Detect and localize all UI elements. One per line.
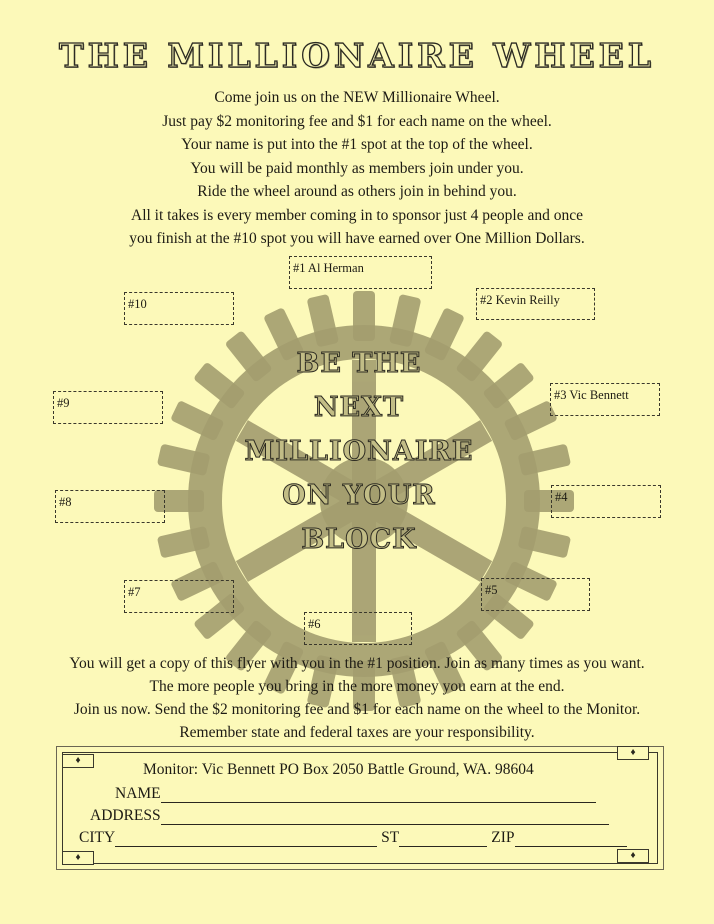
slogan-line: BLOCK — [301, 524, 417, 555]
address-label: ADDRESS — [90, 807, 161, 824]
wheel-slot-10[interactable]: #10 — [124, 292, 234, 325]
city-row — [79, 829, 627, 847]
wheel-slot-1[interactable]: #1 Al Herman — [289, 256, 432, 289]
corner-ornament-icon: ♦ — [617, 746, 649, 760]
name-field[interactable] — [161, 788, 596, 803]
corner-ornament-icon: ♦ — [62, 851, 94, 865]
intro-line: you finish at the #10 spot you will have earned over One Million Dollars. — [129, 230, 585, 247]
city-field[interactable] — [115, 832, 377, 847]
name-row — [115, 785, 596, 803]
st-label: ST — [381, 829, 400, 846]
intro-line: Your name is put into the #1 spot at the top of the wheel. — [181, 136, 533, 153]
slogan-line: NEXT — [313, 392, 405, 423]
wheel-slot-2[interactable]: #2 Kevin Reilly — [476, 288, 595, 320]
wheel-slot-7[interactable]: #7 — [124, 580, 234, 613]
zip-label: ZIP — [491, 829, 515, 846]
address-field[interactable] — [161, 810, 609, 825]
name-label: NAME — [115, 785, 161, 802]
intro-line: Just pay $2 monitoring fee and $1 for each name on the wheel. — [162, 112, 552, 130]
outro-line: You will get a copy of this flyer with you in the #1 position. Join as many times as you want. — [69, 655, 645, 672]
outro-line: Remember state and federal taxes are your responsibility. — [179, 724, 535, 741]
wheel-slot-4[interactable]: #4 — [551, 485, 661, 518]
wheel-slot-5[interactable]: #5 — [481, 578, 590, 611]
corner-ornament-icon: ♦ — [617, 849, 649, 863]
wheel-slot-8[interactable]: #8 — [55, 490, 165, 523]
intro-line: You will be paid monthly as members join under you. — [190, 159, 524, 177]
slogan — [214, 342, 504, 562]
st-field[interactable] — [399, 832, 487, 847]
zip-field[interactable] — [515, 832, 627, 847]
intro-line: All it takes is every member coming in to sponsor just 4 people and once — [131, 206, 583, 224]
address-row — [90, 807, 609, 825]
flyer-title: THE MILLIONAIRE WHEEL — [59, 36, 655, 75]
intro-paragraph — [60, 86, 654, 251]
wheel-slot-9[interactable]: #9 — [53, 391, 163, 424]
monitor-address: Monitor: Vic Bennett PO Box 2050 Battle Ground, WA. 98604 — [143, 761, 534, 778]
outro-line: Join us now. Send the $2 monitoring fee and $1 for each name on the wheel to the Monitor. — [73, 701, 641, 718]
slogan-line: MILLIONAIRE — [244, 436, 474, 467]
outro-line: The more people you bring in the more money you earn at the end. — [149, 678, 565, 695]
wheel-slot-6[interactable]: #6 — [304, 612, 412, 645]
intro-line: Come join us on the NEW Millionaire Wheel. — [214, 89, 500, 106]
slogan-line: ON YOUR — [282, 480, 436, 511]
slogan-line: BE THE — [296, 348, 422, 379]
wheel-slot-3[interactable]: #3 Vic Bennett — [550, 383, 660, 416]
city-label: CITY — [79, 829, 116, 846]
intro-line: Ride the wheel around as others join in behind you. — [197, 183, 517, 200]
outro-paragraph — [40, 652, 674, 744]
corner-ornament-icon: ♦ — [62, 754, 94, 768]
